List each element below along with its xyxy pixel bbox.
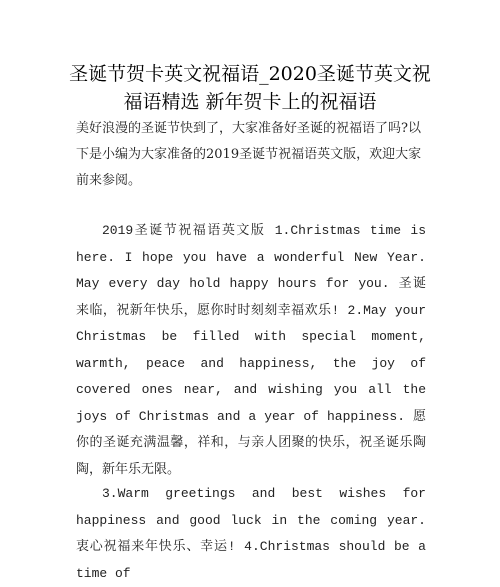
article-intro: 美好浪漫的圣诞节快到了，大家准备好圣诞的祝福语了吗?以下是小编为大家准备的2019圣诞节祝福语英文版，欢迎大家前来参阅。 — [76, 121, 422, 188]
article-paragraph: 3.Warm greetings and best wishes for happiness and good luck in the coming year. 衷心祝福来年快乐、幸运! 4.Christmas should be a time of — [76, 486, 426, 581]
article-title: 圣诞节贺卡英文祝福语_2020圣诞节英文祝福语精选 新年贺卡上的祝福语 — [69, 63, 431, 113]
article-paragraph: 2019圣诞节祝福语英文版 1.Christmas time is here. I hope you have a wonderful New Year. May every day hold happy hours for you. 圣诞来临，祝新年快乐，愿你时时刻刻幸福欢乐! 2.May your Christmas be filled with special moment, warmth, peace and happiness, the joy of covered ones near, and wishing you all the joys of Christmas and a year of happiness. 愿你的圣诞充满温馨，祥和，与亲人团聚的快乐，祝圣诞乐陶陶，新年乐无限。 — [76, 223, 426, 477]
